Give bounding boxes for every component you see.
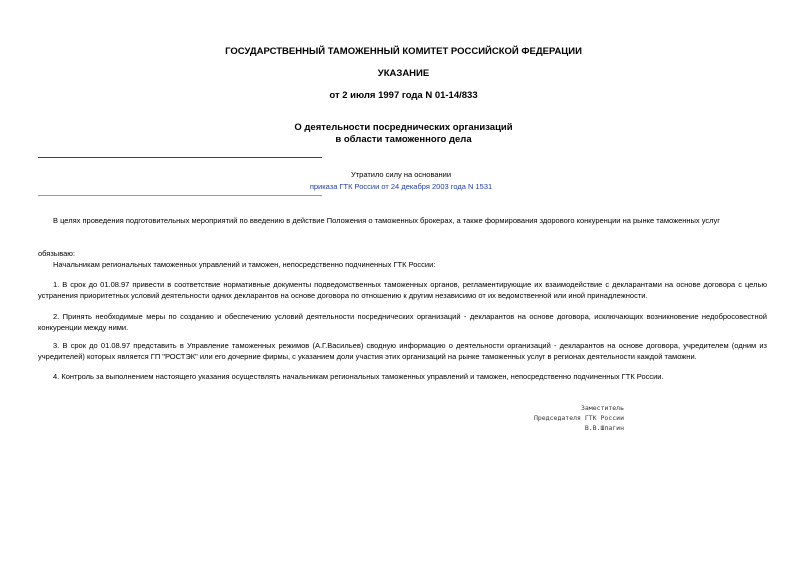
status-note-text: Утратило силу на основании: [350, 170, 452, 179]
signature-position: Заместитель: [580, 404, 624, 412]
document-type: УКАЗАНИЕ: [377, 68, 430, 79]
document-title-line-2: в области таможенного дела: [335, 134, 472, 145]
addressees-text: Начальникам региональных таможенных управлений и таможен, непосредственно подчиненных ГТК России:: [53, 260, 436, 269]
agency-name: ГОСУДАРСТВЕННЫЙ ТАМОЖЕННЫЙ КОМИТЕТ РОССИЙСКОЙ ФЕДЕРАЦИИ: [225, 46, 582, 57]
separator-bottom: [38, 195, 322, 196]
instruction-item-3: 3. В срок до 01.08.97 представить в Управление таможенных режимов (А.Г.Васильев) сводную информацию о деятельности организаций - декларантов на основе договора, учредителем (одним из учредителей) которых является ГП "РОСТЭК" или его дочерние фирмы, с указанием доли участия этих организаций на рынке таможенных услуг в регионах деятельности каждой таможни.: [38, 341, 767, 361]
repeal-order-link[interactable]: приказа ГТК России от 24 декабря 2003 года N 1531: [309, 182, 493, 191]
signature-name: В.В.Шпагин: [584, 424, 624, 432]
preamble-paragraph: В целях проведения подготовительных мероприятий по введению в действие Положения о таможенных брокерах, а также формирования здорового конкуренции на рынке таможенных услуг: [53, 216, 721, 225]
document-title-line-1: О деятельности посреднических организаций: [294, 122, 513, 133]
instruction-item-4: 4. Контроль за выполнением настоящего указания осуществлять начальникам региональных таможенных управлений и таможен, непосредственно подчиненных ГТК России.: [53, 372, 664, 381]
signature-block: [520, 403, 624, 433]
signature-office: Председателя ГТК России: [533, 414, 624, 422]
instruction-item-1: 1. В срок до 01.08.97 привести в соответствие нормативные документы подведомственных таможенных органов, регламентирующие их взаимодействие с декларантами на основе договора с целью устранения приоритетных условий деятельности одних декларантов на основе договора по отношению к другим независимо от их ведомственной или иной принадлежности.: [38, 280, 767, 300]
status-note: [322, 169, 480, 181]
status-note-link-wrap: [290, 181, 512, 193]
obligate-text: обязываю:: [38, 249, 75, 258]
instruction-item-2: 2. Принять необходимые меры по созданию и обеспечению условий деятельности посреднических организаций - декларантов на основе договора, исключающих возникновение недобросовестной конкуренции между ними.: [38, 312, 767, 332]
document-date-number: от 2 июля 1997 года N 01-14/833: [329, 90, 478, 101]
separator-top: [38, 157, 322, 158]
